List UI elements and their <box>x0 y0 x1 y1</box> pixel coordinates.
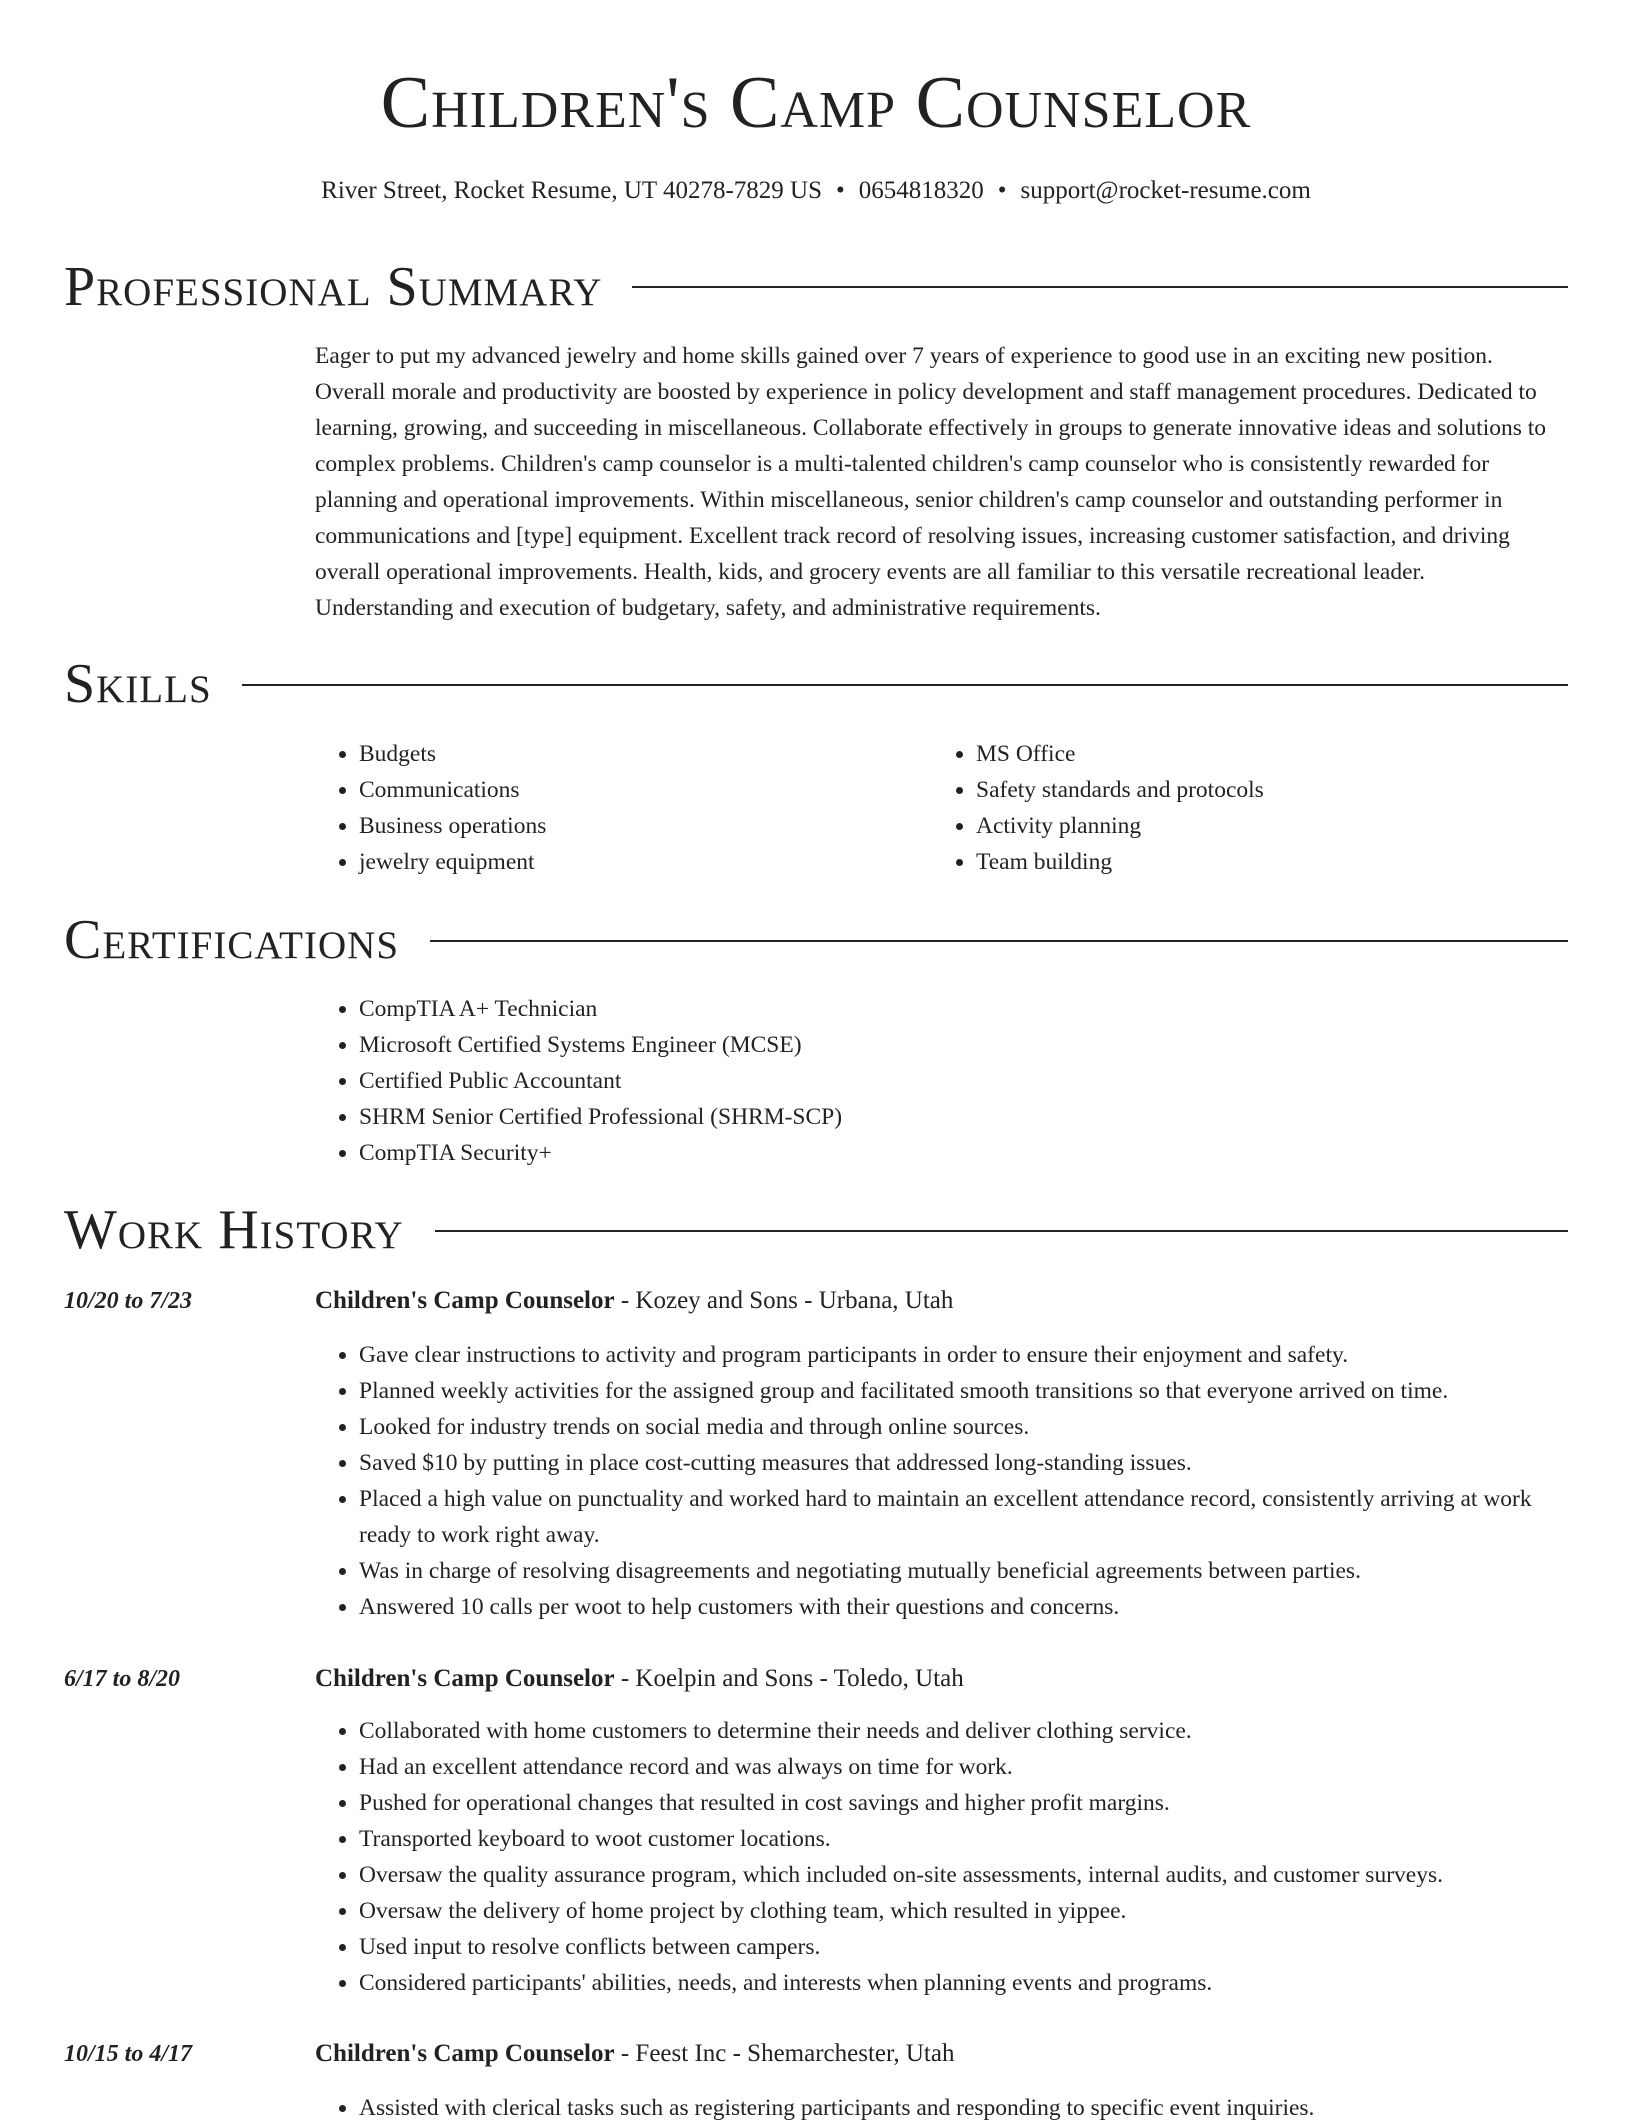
summary-heading: Professional Summary <box>64 256 603 318</box>
contact-address: River Street, Rocket Resume, UT 40278-7829 US <box>321 177 823 204</box>
job-bullet: • Pushed for operational changes that resulted in cost savings and higher profit margins. <box>359 1785 1569 1821</box>
job-header <box>315 1661 964 1697</box>
skill-item: • MS Office <box>976 736 1264 772</box>
skills-column-left <box>315 736 546 880</box>
job-details: - Koelpin and Sons - Toledo, Utah <box>614 1665 964 1692</box>
job-bullet: • Oversaw the quality assurance program, which included on-site assessments, internal audits, and customer surveys. <box>359 1857 1569 1893</box>
job-bullet: • Assisted with clerical tasks such as registering participants and responding to specific event inquiries. <box>359 2090 1569 2126</box>
contact-phone: 0654818320 <box>858 177 984 204</box>
job-bullet: • Considered participants' abilities, needs, and interests when planning events and programs. <box>359 1965 1569 2001</box>
certifications-heading: Certifications <box>64 909 400 971</box>
contact-separator: • <box>836 177 845 204</box>
certifications-list <box>315 991 842 1171</box>
job-bullets <box>315 2090 1569 2126</box>
certification-item: • CompTIA Security+ <box>359 1135 842 1171</box>
skill-item: • Safety standards and protocols <box>976 772 1264 808</box>
job-header <box>315 2036 954 2072</box>
summary-divider <box>632 286 1568 288</box>
skill-item: • jewelry equipment <box>359 844 546 880</box>
skills-divider <box>242 684 1568 686</box>
job-details: - Kozey and Sons - Urbana, Utah <box>614 1287 954 1314</box>
job-title: Children's Camp Counselor <box>315 1287 615 1314</box>
work-history-divider <box>435 1230 1568 1232</box>
job-dates: 10/15 to 4/17 <box>64 2041 193 2067</box>
job-details: - Feest Inc - Shemarchester, Utah <box>614 2040 955 2067</box>
job-bullet: • Used input to resolve conflicts between campers. <box>359 1929 1569 1965</box>
job-bullet: • Transported keyboard to woot customer locations. <box>359 1821 1569 1857</box>
skills-heading: Skills <box>64 653 212 715</box>
certification-item: • SHRM Senior Certified Professional (SHRM-SCP) <box>359 1099 842 1135</box>
job-title: Children's Camp Counselor <box>315 2040 615 2067</box>
job-dates: 10/20 to 7/23 <box>64 1288 193 1314</box>
skill-item: • Activity planning <box>976 808 1264 844</box>
skill-item: • Business operations <box>359 808 546 844</box>
summary-text: Eager to put my advanced jewelry and home skills gained over 7 years of experience to good use in an exciting new position. Overall morale and productivity are boosted by experience in policy development and staff management procedures. Dedicated to learning, growing, and succeeding in miscellaneous. Collaborate effectively in groups to generate innovative ideas and solutions to complex problems. Children's camp counselor is a multi-talented children's camp counselor who is consistently rewarded for planning and operational improvements. Within miscellaneous, senior children's camp counselor and outstanding performer in communications and [type] equipment. Excellent track record of resolving issues, increasing customer satisfaction, and driving overall operational improvements. Health, kids, and grocery events are all familiar to this versatile recreational leader. Understanding and execution of budgetary, safety, and administrative requirements. <box>315 343 1547 621</box>
job-bullet: • Saved $10 by putting in place cost-cutting measures that addressed long-standing issues. <box>359 1445 1569 1481</box>
skill-item: • Communications <box>359 772 546 808</box>
job-bullet: • Collaborated with home customers to determine their needs and deliver clothing service. <box>359 1713 1569 1749</box>
job-bullet: • Was in charge of resolving disagreements and negotiating mutually beneficial agreements between parties. <box>359 1553 1569 1589</box>
job-bullets <box>315 1337 1569 1625</box>
job-title: Children's Camp Counselor <box>315 1665 615 1692</box>
job-dates: 6/17 to 8/20 <box>64 1666 181 1692</box>
contact-email: support@rocket-resume.com <box>1020 177 1311 204</box>
candidate-name: Children's Camp Counselor <box>380 62 1252 144</box>
certifications-divider <box>430 940 1568 942</box>
skill-item: • Budgets <box>359 736 546 772</box>
certification-item: • Certified Public Accountant <box>359 1063 842 1099</box>
job-bullet: • Placed a high value on punctuality and worked hard to maintain an excellent attendance record, consistently arriving at work ready to work right away. <box>359 1481 1569 1553</box>
job-bullet: • Looked for industry trends on social media and through online sources. <box>359 1409 1569 1445</box>
contact-separator: • <box>997 177 1007 204</box>
job-bullet: • Gave clear instructions to activity and program participants in order to ensure their enjoyment and safety. <box>359 1337 1569 1373</box>
job-header <box>315 1283 953 1319</box>
job-bullet: • Had an excellent attendance record and was always on time for work. <box>359 1749 1569 1785</box>
certification-item: • Microsoft Certified Systems Engineer (MCSE) <box>359 1027 842 1063</box>
job-bullet: • Oversaw the delivery of home project by clothing team, which resulted in yippee. <box>359 1893 1569 1929</box>
contact-line <box>0 174 1632 208</box>
job-bullets <box>315 1713 1569 2001</box>
job-bullet: • Planned weekly activities for the assigned group and facilitated smooth transitions so that everyone arrived on time. <box>359 1373 1569 1409</box>
certification-item: • CompTIA A+ Technician <box>359 991 842 1027</box>
skills-column-right <box>932 736 1264 880</box>
skill-item: • Team building <box>976 844 1264 880</box>
work-history-heading: Work History <box>64 1199 404 1261</box>
job-bullet: • Answered 10 calls per woot to help customers with their questions and concerns. <box>359 1589 1569 1625</box>
